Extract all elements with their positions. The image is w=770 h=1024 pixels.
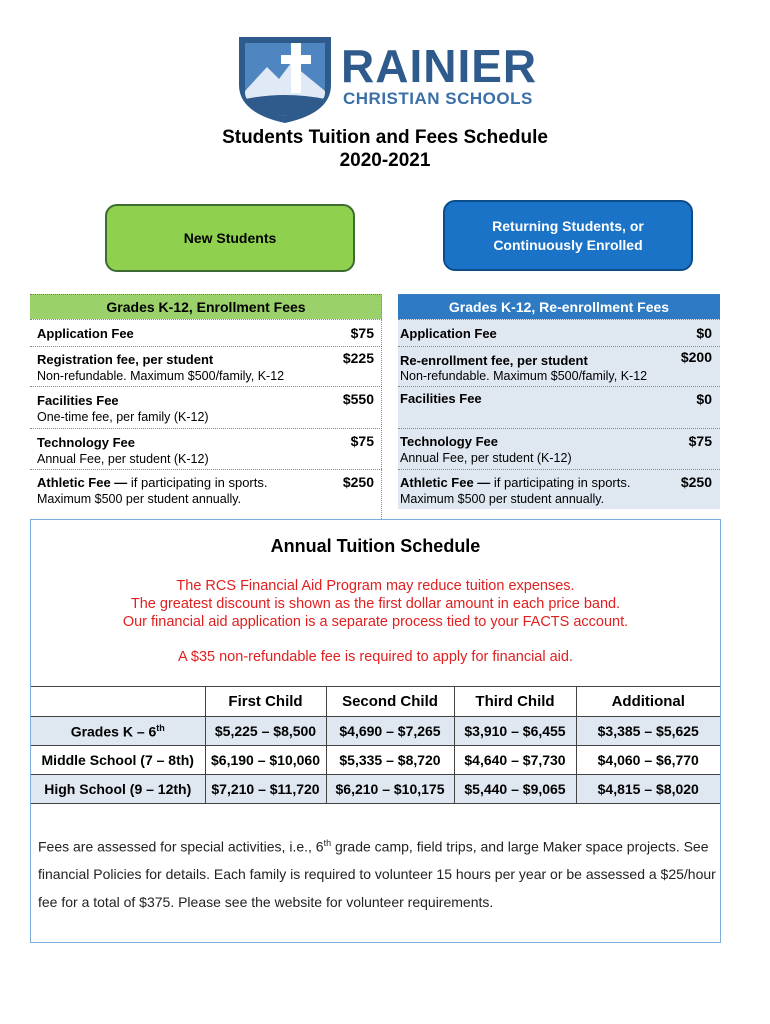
tuition-cell: $4,815 – $8,020 [576,775,720,804]
fee-note: Non-refundable. Maximum $500/family, K-12 [37,369,285,383]
tuition-cell: $4,640 – $7,730 [454,746,576,775]
fee-row [398,319,720,346]
fee-row [30,386,382,428]
table-header: Second Child [326,687,454,717]
table-header: First Child [205,687,326,717]
tuition-cell: $7,210 – $11,720 [205,775,326,804]
fee-name: Facilities Fee [37,393,119,408]
returning-students-label: Returning Students, or Continuously Enrolled [492,217,644,253]
annual-tuition-section [30,519,721,943]
logo-brand-text: RAINIER [341,40,538,92]
reenrollment-fees-section [398,294,720,509]
enrollment-fees-section [30,294,382,509]
fee-name: Facilities Fee [400,391,482,406]
table-row [31,746,720,775]
shield-cross-icon [235,33,335,125]
financial-aid-note: Our financial aid application is a separate process tied to your FACTS account. [122,614,629,630]
fee-amount: $250 [680,474,712,490]
fee-amount: $0 [696,325,712,341]
fee-amount: $75 [350,325,374,341]
fee-name: Re-enrollment fee, per student [400,353,588,368]
table-row [31,717,720,746]
tuition-header-row [31,687,720,717]
tuition-cell: $5,440 – $9,065 [454,775,576,804]
new-students-button[interactable] [105,204,355,272]
fee-name: Athletic Fee — if participating in sports. [400,475,631,490]
financial-aid-fee-note: A $35 non-refundable fee is required to apply for financial aid. [178,649,573,665]
tuition-cell: $6,190 – $10,060 [205,746,326,775]
tuition-title: Annual Tuition Schedule [270,536,481,556]
fee-row [30,319,382,346]
grade-cell: Middle School (7 – 8th) [31,746,205,775]
tuition-cell: $4,060 – $6,770 [576,746,720,775]
grade-cell: Grades K – 6th [31,717,205,746]
fee-note: Non-refundable. Maximum $500/family, K-12 [400,369,648,383]
fee-row [398,386,720,428]
enrollment-fees-heading: Grades K-12, Enrollment Fees [30,294,382,319]
fee-name: Technology Fee [37,435,135,450]
logo-sub-text: CHRISTIAN SCHOOLS [343,89,533,108]
fee-name: Technology Fee [400,434,498,449]
tuition-cell: $3,385 – $5,625 [576,717,720,746]
tuition-cell: $6,210 – $10,175 [326,775,454,804]
tuition-cell: $4,690 – $7,265 [326,717,454,746]
school-logo [235,33,538,125]
tuition-table [31,686,720,804]
table-header: Third Child [454,687,576,717]
fee-name: Application Fee [37,326,134,341]
fee-amount: $550 [342,391,374,407]
page-year: 2020-2021 [339,150,431,171]
fee-name: Application Fee [400,326,497,341]
fee-row [30,469,382,509]
table-header [31,687,205,717]
fee-note: Annual Fee, per student (K-12) [400,451,572,465]
fee-row [398,346,720,386]
table-row [31,775,720,804]
fee-amount: $225 [342,350,374,366]
financial-aid-note: The greatest discount is shown as the first dollar amount in each price band. [130,596,621,612]
fee-note: Maximum $500 per student annually. [400,492,605,506]
fee-amount: $250 [342,474,374,490]
fee-row [398,469,720,509]
tuition-cell: $3,910 – $6,455 [454,717,576,746]
fee-amount: $0 [696,391,712,407]
fee-amount: $75 [688,433,712,449]
reenrollment-fees-heading: Grades K-12, Re-enrollment Fees [398,294,720,319]
column-divider [380,294,382,519]
fee-note: Annual Fee, per student (K-12) [37,452,209,466]
new-students-label: New Students [183,229,277,246]
tuition-cell: $5,335 – $8,720 [326,746,454,775]
table-header: Additional [576,687,720,717]
tuition-cell: $5,225 – $8,500 [205,717,326,746]
grade-cell: High School (9 – 12th) [31,775,205,804]
fee-row [30,346,382,386]
returning-students-button[interactable] [443,200,693,271]
financial-aid-note: The RCS Financial Aid Program may reduce tuition expenses. [176,578,575,594]
fee-amount: $200 [680,349,712,365]
page-title: Students Tuition and Fees Schedule [222,127,548,148]
fee-note: Maximum $500 per student annually. [37,492,242,506]
fees-paragraph: Fees are assessed for special activities, i.e., 6th grade camp, field trips, and large Maker space projects. See financial Policies for details. Each family is required to volunteer 15 hours per year or be assessed a $25/hour fee for a total of $375. Please see the website for volunteer requirements. [38,838,716,910]
fee-note: One-time fee, per family (K-12) [37,410,209,424]
fee-amount: $75 [350,433,374,449]
fee-name: Athletic Fee — if participating in sports. [37,475,268,490]
fee-row [398,428,720,469]
fee-row [30,428,382,469]
fee-name: Registration fee, per student [37,352,214,367]
